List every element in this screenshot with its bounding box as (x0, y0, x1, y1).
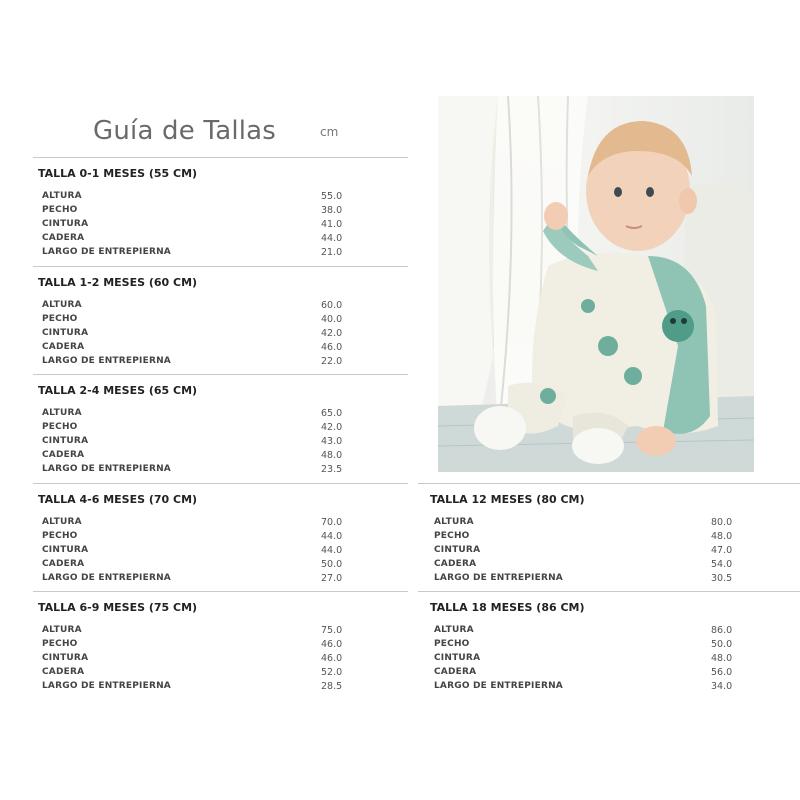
measure-row (434, 667, 744, 681)
measure-row (42, 328, 352, 342)
measure-row (434, 653, 744, 667)
measure-label: ALTURA (42, 517, 82, 527)
measure-value: 54.0 (711, 559, 733, 570)
section-title: TALLA 2-4 MESES (65 CM) (38, 384, 198, 397)
measure-row (42, 573, 352, 587)
measure-row (434, 531, 744, 545)
measure-row (42, 408, 352, 422)
measure-label: ALTURA (42, 408, 82, 418)
measure-value: 86.0 (711, 625, 733, 636)
divider (418, 483, 800, 484)
measure-row (42, 559, 352, 573)
measure-value: 52.0 (321, 667, 343, 678)
measure-value: 60.0 (321, 300, 343, 311)
measure-row (42, 247, 352, 261)
measure-label: CADERA (42, 667, 85, 677)
measure-value: 44.0 (321, 545, 343, 556)
measure-label: LARGO DE ENTREPIERNA (434, 681, 563, 691)
measure-label: CADERA (434, 667, 477, 677)
measure-value: 46.0 (321, 639, 343, 650)
measure-row (42, 517, 352, 531)
measure-row (42, 625, 352, 639)
measure-value: 42.0 (321, 422, 343, 433)
measure-value: 42.0 (321, 328, 343, 339)
measure-value: 48.0 (711, 653, 733, 664)
measure-value: 75.0 (321, 625, 343, 636)
measure-label: CINTURA (42, 653, 89, 663)
measure-label: ALTURA (434, 625, 474, 635)
measure-label: CINTURA (434, 545, 481, 555)
measure-row (42, 545, 352, 559)
divider (33, 374, 408, 375)
measure-value: 43.0 (321, 436, 343, 447)
measure-value: 27.0 (321, 573, 343, 584)
section-title: TALLA 1-2 MESES (60 CM) (38, 276, 198, 289)
measure-label: CADERA (42, 559, 85, 569)
measure-row (42, 653, 352, 667)
measure-label: LARGO DE ENTREPIERNA (42, 464, 171, 474)
measure-label: LARGO DE ENTREPIERNA (434, 573, 563, 583)
measure-value: 44.0 (321, 531, 343, 542)
measure-label: PECHO (42, 314, 78, 324)
measure-label: PECHO (434, 531, 470, 541)
measure-value: 46.0 (321, 653, 343, 664)
baby-photo (438, 96, 754, 472)
measure-value: 70.0 (321, 517, 343, 528)
measure-value: 28.5 (321, 681, 343, 692)
section-title: TALLA 4-6 MESES (70 CM) (38, 493, 198, 506)
measure-value: 21.0 (321, 247, 343, 258)
measure-value: 40.0 (321, 314, 343, 325)
measure-row (434, 639, 744, 653)
measure-value: 44.0 (321, 233, 343, 244)
measure-row (42, 342, 352, 356)
measure-label: PECHO (42, 639, 78, 649)
measure-row (434, 545, 744, 559)
measure-row (42, 450, 352, 464)
measure-label: CADERA (434, 559, 477, 569)
measure-label: CADERA (42, 450, 85, 460)
measure-label: ALTURA (42, 191, 82, 201)
measure-label: LARGO DE ENTREPIERNA (42, 681, 171, 691)
measure-label: CINTURA (42, 328, 89, 338)
measure-row (42, 464, 352, 478)
measure-row (42, 314, 352, 328)
measure-value: 50.0 (321, 559, 343, 570)
measure-value: 46.0 (321, 342, 343, 353)
measure-value: 30.5 (711, 573, 733, 584)
measure-row (42, 233, 352, 247)
measure-row (42, 356, 352, 370)
measure-row (42, 639, 352, 653)
measure-label: ALTURA (42, 625, 82, 635)
measure-row (434, 559, 744, 573)
measure-row (42, 191, 352, 205)
measure-row (42, 531, 352, 545)
measure-value: 48.0 (321, 450, 343, 461)
measure-label: PECHO (434, 639, 470, 649)
measure-value: 38.0 (321, 205, 343, 216)
measure-value: 34.0 (711, 681, 733, 692)
measure-label: ALTURA (434, 517, 474, 527)
unit-label: cm (320, 125, 339, 139)
measure-row (434, 625, 744, 639)
measure-row (434, 681, 744, 695)
measure-value: 50.0 (711, 639, 733, 650)
measure-row (434, 573, 744, 587)
measure-value: 23.5 (321, 464, 343, 475)
section-title: TALLA 0-1 MESES (55 CM) (38, 167, 198, 180)
measure-label: PECHO (42, 422, 78, 432)
measure-label: CADERA (42, 233, 85, 243)
measure-label: CINTURA (434, 653, 481, 663)
measure-row (42, 667, 352, 681)
measure-value: 65.0 (321, 408, 343, 419)
measure-label: CINTURA (42, 545, 89, 555)
measure-label: CADERA (42, 342, 85, 352)
measure-value: 48.0 (711, 531, 733, 542)
measure-row (42, 681, 352, 695)
measure-label: LARGO DE ENTREPIERNA (42, 356, 171, 366)
measure-row (42, 219, 352, 233)
section-title: TALLA 12 MESES (80 CM) (430, 493, 585, 506)
page-title: Guía de Tallas (93, 116, 277, 146)
divider (33, 157, 408, 158)
divider (418, 591, 800, 592)
measure-label: PECHO (42, 531, 78, 541)
measure-value: 22.0 (321, 356, 343, 367)
measure-row (42, 300, 352, 314)
measure-row (42, 436, 352, 450)
measure-label: LARGO DE ENTREPIERNA (42, 247, 171, 257)
divider (33, 591, 408, 592)
measure-row (42, 422, 352, 436)
divider (33, 483, 408, 484)
measure-row (42, 205, 352, 219)
measure-label: CINTURA (42, 436, 89, 446)
measure-value: 47.0 (711, 545, 733, 556)
measure-row (434, 517, 744, 531)
measure-label: LARGO DE ENTREPIERNA (42, 573, 171, 583)
section-title: TALLA 18 MESES (86 CM) (430, 601, 585, 614)
measure-label: PECHO (42, 205, 78, 215)
measure-label: CINTURA (42, 219, 89, 229)
measure-value: 80.0 (711, 517, 733, 528)
measure-value: 55.0 (321, 191, 343, 202)
divider (33, 266, 408, 267)
measure-value: 56.0 (711, 667, 733, 678)
section-title: TALLA 6-9 MESES (75 CM) (38, 601, 198, 614)
measure-value: 41.0 (321, 219, 343, 230)
measure-label: ALTURA (42, 300, 82, 310)
